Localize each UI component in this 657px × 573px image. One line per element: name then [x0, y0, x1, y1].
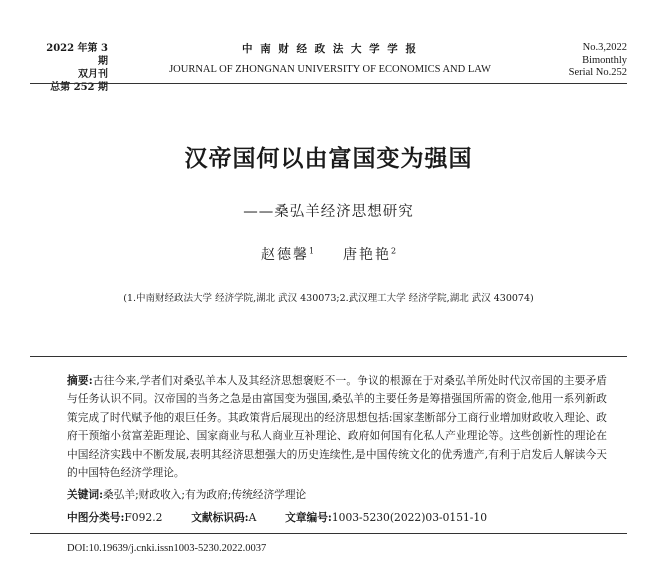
- abstract-label: 摘要:: [67, 374, 93, 387]
- journal-name-en: JOURNAL OF ZHONGNAN UNIVERSITY OF ECONOMICS AND LAW: [169, 64, 491, 75]
- author-affiliations: (1.中南财经政法大学 经济学院,湖北 武汉 430073;2.武汉理工大学 经济学院,湖北 武汉 430074): [123, 293, 534, 304]
- doc-code-value: A: [248, 511, 257, 524]
- article-number-label: 文章编号:: [285, 511, 332, 524]
- abstract-block: [67, 372, 607, 482]
- abstract-divider: [30, 356, 627, 357]
- serial-number-en: Serial No.252: [568, 67, 627, 78]
- header-divider: [30, 83, 627, 84]
- author-affiliation-marker: 1: [308, 246, 315, 256]
- author-affiliation-marker: 2: [390, 246, 397, 256]
- frequency-cn: 双月刊: [78, 69, 108, 80]
- article-subtitle: ——桑弘羊经济思想研究: [243, 204, 414, 220]
- journal-name-cn: 中 南 财 经 政 法 大 学 学 报: [242, 43, 418, 55]
- frequency-en: Bimonthly: [582, 54, 627, 66]
- author-list: [0, 244, 657, 264]
- article-title: 汉帝国何以由富国变为强国: [184, 145, 473, 172]
- keywords-text: 桑弘羊;财政收入;有为政府;传统经济学理论: [103, 488, 307, 501]
- abstract-text: 古往今来,学者们对桑弘羊本人及其经济思想褒贬不一。争议的根源在于对桑弘羊所处时代汉帝国的主要矛盾与任务认识不同。汉帝国的当务之急是由富国变为强国,桑弘羊的主要任务是筹措强国所需的资金,他用一系列新政策完成了时代赋予他的艰巨任务。其政策背后展现出的经济思想包括:国家垄断部分工商行业增加财政收入理论、政府干预缩小贫富差距理论、国家商业与私人商业互补理论、政府如何国有化私人产业理论等。这些创新性的理论在中国经济实践中不断发展,表明其经济思想强大的历史连续性,是中国传统文化的优秀遗产,有利于启发后人解读今天的中国特色经济学理论。: [67, 374, 607, 480]
- keywords-line: [67, 487, 306, 502]
- issue-info-en: [569, 42, 627, 80]
- issue-number-en: No.3,2022: [582, 42, 627, 53]
- author-name: 赵德馨: [260, 247, 309, 263]
- doi-line: DOI:10.19639/j.cnki.issn1003-5230.2022.0037: [67, 543, 267, 554]
- serial-number-cn: 总第 252 期: [50, 82, 108, 93]
- footer-divider: [30, 533, 627, 534]
- classification-line: [67, 510, 487, 525]
- clc-label: 中图分类号:: [67, 511, 125, 524]
- doc-code-label: 文献标识码:: [191, 511, 249, 524]
- author-name: 唐艳艳: [342, 247, 391, 263]
- journal-masthead: [140, 42, 520, 78]
- article-number-value: 1003-5230(2022)03-0151-10: [331, 511, 488, 524]
- issue-info-cn: [36, 42, 108, 94]
- issue-number-cn: 2022 年第 3 期: [46, 43, 108, 67]
- clc-value: F092.2: [124, 511, 163, 524]
- keywords-label: 关键词:: [67, 488, 104, 501]
